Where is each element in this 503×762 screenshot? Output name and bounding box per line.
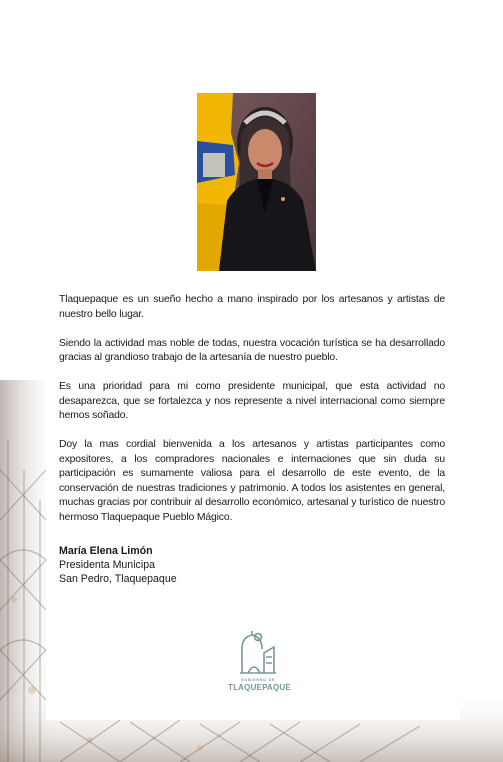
paragraph-intro: Tlaquepaque es un sueño hecho a mano inspirado por los artesanos y artistas de nuestro bello lugar.: [59, 294, 445, 320]
signature-location: San Pedro, Tlaquepaque: [59, 573, 177, 585]
logo-emblem-icon: [228, 627, 288, 677]
paragraph-welcome: Doy la mas cordial bienvenida a los artesanos y artistas participantes como expositores, a los compradores nacionales e internaciones que sin duda su participación es sumamente valiosa para el desarrollo de este evento, de la conservación de nuestras tradiciones y patrimonio. A todos los asistentes en general, muchas gracias por contribuir al desarrollo económico, artesanal y turístico de nuestro hermoso Tlaquepaque Pueblo Mágico.: [59, 439, 445, 523]
tlaquepaque-logo: [228, 627, 291, 701]
signature-block: [59, 544, 177, 586]
signature-title: Presidenta Municipa: [59, 559, 155, 571]
logo-big-text: TLAQUEPAQUE: [228, 683, 291, 692]
portrait-photo: [197, 93, 316, 271]
paragraph-priority: Es una prioridad para mi como presidente municipal, que esta actividad no desaparezca, que se fortalezca y nos represente a nivel internacional como siempre hemos soñado.: [59, 381, 445, 421]
logo-small-text: GOBIERNO DE: [240, 678, 276, 682]
letter-body: [59, 293, 445, 540]
signature-name: María Elena Limón: [59, 545, 153, 557]
paragraph-tourism: Siendo la actividad mas noble de todas, nuestra vocación turística se ha desarrollado gracias al grandioso trabajo de la artesanía de nuestro pueblo.: [59, 337, 445, 363]
